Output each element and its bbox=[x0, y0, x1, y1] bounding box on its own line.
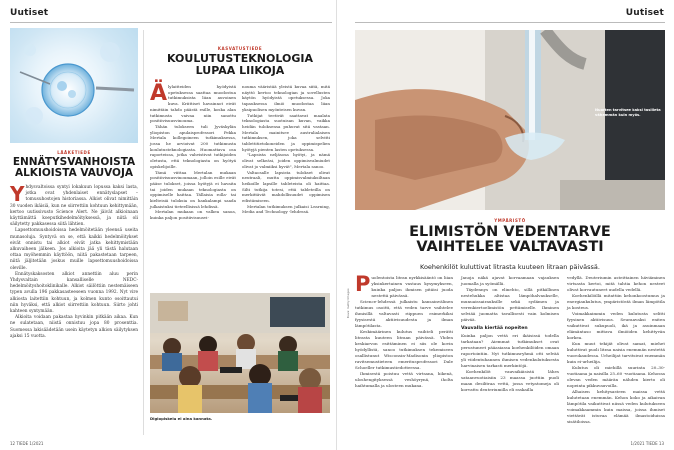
article3-para1: uolentoista litran nyrkkisääntö on liian yksinkertainen vastaus kysymykseen, kuinka paljon ihmisen pitäisi juoda nestettä päivässä. bbox=[371, 275, 453, 298]
article3-subhead: Vauvalla kiertää nopeiten bbox=[461, 326, 528, 331]
classroom-photo bbox=[150, 293, 330, 413]
article3-column1 bbox=[355, 272, 453, 389]
article3-para5: Janoja näkä ajavat korvaamaan vajauksen juomalla ja syömällä. bbox=[461, 275, 559, 286]
article1-kicker: LÄÄKETIEDE bbox=[57, 150, 91, 155]
left-folio: 12 TIEDE 1/2021 bbox=[10, 441, 44, 446]
article2-title-line2: LUPAA LIIKOJA bbox=[195, 63, 285, 77]
article2-column1 bbox=[150, 81, 236, 221]
article1-dropcap: Y bbox=[10, 182, 25, 206]
photo-caption: Nuorten tarvitsee kaksi tasilleta vähemmän kuin myös. bbox=[595, 108, 661, 117]
hand-water-photo bbox=[355, 30, 665, 210]
article2-title-line1: KOULUTUSTEKNOLOGIA bbox=[167, 52, 313, 65]
right-folio: 1/2021 TIEDE 13 bbox=[630, 441, 664, 446]
article1-para3: Ennätyskaksosten alkiot annettiin aluu perin Yhdysvaltain kansalliselle NEDC-hedelmöityshoitoklinikalle. Alkiot säilöttiin nestemäiseen typen avulla 196 pakkasasteeseen vuonna 1992. Nyt vire alkiosta laitettiin kohtuun, ja kolmen kunto osoittautui niin hyväksi, että alkiot siirrettiin kohtuun. Siirto johti kahteen syntymään. bbox=[10, 271, 138, 315]
article2-kicker: KASVATUSTIEDE bbox=[217, 46, 263, 51]
photo-credit: Kuva: Getty Images bbox=[346, 288, 350, 318]
article1-para1: hdysvaltoissa syntyi lokakuun lopussa kaksi lasta, jotka ovat yhdenlaiset ennätyslapset – tomusuhostojen historiassa. Alkiot olivat nimittäin 30 vuoden ikäisiä, kun ne siirrettiin kohtuun kehittymään, kertoo uutissivusto Science Alert. Ne jäivät alkioinaan käyttämättä koeputkihedelmöityksessä, ja niitä oli säilytetty pakkasessa siitä lähtien. bbox=[10, 185, 138, 228]
section-label: Uutiset bbox=[625, 8, 664, 18]
article3-para4: Ihmisestä poistuu vettä virtsana, hikenä, uloshengityksessä veshöyrynä, iholta haihtumalla ja ulosteen mukana. bbox=[355, 371, 453, 388]
right-page bbox=[337, 0, 674, 450]
article3-lede: Koehenkilöt kuluttivat litrasta kuuteen litraan päivässä. bbox=[420, 263, 600, 271]
article3-para11: Voimakkaimmin veden kulutusta selitti fyysinen aktiivisuus. Seuraavaksi eniten vaikuttivat sukupuoli, ikä ja asuinmaan elämäntaso mittava ilmiöiden kehittyvän korkea. bbox=[567, 311, 665, 340]
embryo-illustration bbox=[10, 28, 138, 143]
article2-para3: Tämä viittaa Mertalan mukaan positiivisuusvinoumaan, jolloin esille eivät pääse tulokset, joissa hyötyjä ei havaita tai joiden mukaan teknologiasta on oppimiselle haittaa. Tällaisia rolla- tai kielteisiä tuloksia on hankalampi saada julkaistuksi tieteellisissä lehdissä. bbox=[150, 169, 236, 209]
article3-para6: Täydennys on elinehto, sillä pitkällinen nestehukka altistaa lämpöhalvaukselle, munuaissairauksille sekä sydämen ja verenkiertoelimistön pettämiselle. Ihminen selviää juomatta tavallisesti vain kolmisen päivää. bbox=[461, 287, 559, 322]
article3-para8: Koehenkilöt vauvaikäisistä lähes sataanvuotiaisiin 23 maassa juottiin puoli maan desilitraa vettä, jossa vetyatomeja oli korvattu deuteriumilla eli raskailla bbox=[461, 369, 559, 392]
article2-para1: lylaitteiden hyödyistä opetuksessa saattaa muodostua tutkimuksista liian auvoinen kuva. Kriittiset havainnot eivät nimittäin tahdo päästä esille, koska alan tutkimusta vaivaa niin sanottu positiivisuusvinouma. bbox=[150, 84, 236, 124]
section-rule bbox=[10, 22, 332, 23]
article3-para13: Kulutus oli miehillä suurinta 20–30-vuotiaana ja naisilla 25–60 -vuotiaana. Kehossa olevan veden määrän nähden kierto oli nopeinta pikkuvauvoilla. bbox=[567, 365, 665, 388]
section-rule bbox=[355, 22, 665, 23]
article3-column2 bbox=[461, 275, 559, 393]
article2-para5: nouma vääristää yleistä kuvaa siitä, mitä näyttö kertoo teknologian ja sovellusten käytön hyödyistä opetuksessa. Joka tapauksessa ilmiö muodostaa liian yksipuolisen myönteisen kuvan. bbox=[242, 84, 330, 112]
column-separator bbox=[143, 30, 144, 435]
article3-para14: Alhaisen kehitysasteen maissa vettä kulutetaan enemmän. Kehon koko ja aikaivan lämpötila vaikuttivat niissä veden kulutukseen voimakkaammin kuin maissa, joissa ihmiset viettävät istuvaa elämää ilmastoiduissa sisätiloissa. bbox=[567, 389, 665, 424]
article3-para9: vedyllä. Deuteriumin asteittainen häviäminen virtsasta kertoi, mitä tahtia kehon nesteet olivat korvautuneet uudella vedellä. bbox=[567, 275, 665, 292]
article2-para4: Mertalan mukaan on valkea sanoa, kuinka paljon positiivisuusvi- bbox=[150, 209, 236, 221]
article1-headline bbox=[10, 157, 138, 179]
article1-title-line1: ENNÄTYSVANHOISTA bbox=[12, 156, 136, 168]
article3-para10: Koehenkilöillä mitattiin kehonkoostumus ja energiankulutus, ympäristöstä ilman lämpötila ja kosteus. bbox=[567, 293, 665, 310]
article3-para7: Kuinka paljon vettä eri ikäisissä todella tarkataan? Aiemmat tutkimukset ovat perustuneet pääasiassa koehenkilöiden omaan raportointiin. Nyt tutkimusryhmä otti selvää yli viidentuhannen ihmisen vedenkulutuksesta harvinaisen tarkasti merkintöjä. bbox=[461, 333, 559, 368]
article3-para12: Kun muut tekijät olivat samat, miehet kuluttivat puoli litraa naisia enemmän nestettä vuorokaudessa. Urheilijat tarvitsivat enemmän kuin ei-urheilija. bbox=[567, 341, 665, 364]
article3-title-line2: VAIHTELEE VALTAVASTI bbox=[416, 239, 604, 256]
article3-para2: Science-lehdessä julkaistu kansainvälinen tutkimus osoitti, että veden tarve vaihtelee ihmisillä valtavasti riippuen esimerkiksi fyysisestä aktiivisuudesta ja ilman lämpötilasta. bbox=[355, 299, 453, 328]
article3-column3 bbox=[567, 275, 665, 425]
section-label: Uutiset bbox=[10, 8, 49, 18]
article1-para2: Lapsettomuushoidoissa hedelmöitetään yleensä useita munasoluja. Syntyvä on se, että kaikki hedelmöitykset eivät onnistu tai alkiot eivät jatka kehittymistään alkuvaiheen jälkeen. Jos alkioita jää yli tästä halutaan ottaa myöhemmin käyttöön, niitä pakastetaan tarpeen, niitä jäljitetään joskus muille lapsettomuushoidoissa oleville. bbox=[10, 228, 138, 271]
article3-dropcap: P bbox=[355, 272, 371, 296]
article2-headline bbox=[150, 53, 330, 76]
article2-para9: Mertalan tutkimuksen julkaisi Learning, Media and Technology -lehdessä. bbox=[242, 203, 330, 215]
article2-dropcap: Ä bbox=[150, 81, 168, 106]
article3-kicker: YMPÄRISTÖ bbox=[494, 218, 526, 223]
article3-para3: Keskimäärinen kulutus vaihteli perätti litrasta kuuteen litraan päivässä. Yhden keskiarvon esittäminen ei siis ole kovin hyödyllistä, sanoo tutkimuksen tekemiseen osallistunut Wisconsin-Madisonin yliopiston ravitsemustieteen emeritusprofessori Dale Schoeller tutkimustiedotteessa. bbox=[355, 329, 453, 370]
classroom-caption: Digiopiskelu ei aina kannata. bbox=[150, 416, 213, 421]
article1-title-line2: ALKIOISTA VAUVOJA bbox=[14, 167, 134, 180]
article2-para8: Valtaosalle lapsista tulokset olivat neutraali, mutta oppimisvalmiuksiltaan heikoille lapsille tableteista oli haittaa. Silti tutkija totesi, että tableteilla on merkittävät mahdollisuudet oppimisen edistämiseen. bbox=[242, 169, 330, 204]
article2-column2 bbox=[242, 84, 330, 215]
article3-title-line1: ELIMISTÖN VEDENTARVE bbox=[409, 224, 611, 240]
article3-headline bbox=[355, 225, 665, 255]
article1-body bbox=[10, 182, 138, 340]
article2-para6: Tutkijat teetivät saattavat maalata teknologiasta suotuisan kuvan, vaikka heidän tuloksensa puhuvat sitä vastaan. Mertala mainitsee australialaisen tutkimuksen, joka selvitti tablettitietokoneiden ja oppimispelien hyötyjä pienten lasten opetuksessa. bbox=[242, 112, 330, 152]
article2-para7: "Lapsista neljäsosa hyötyi, ja nämä olivat selkeäsi, joiden oppimisvalmiudet olivat jo valmiiksi hyvät", Mertala sanoo. bbox=[242, 152, 330, 169]
article1-para4: Alkioita voidaan pakastaa hyvinkin pitkään aikaa. Kun ne sulatetaan, niistä onnistuu jopa 80 prosenttia. Suomessa lakisäädetään usein käytetyn alkion säilytyksen ajaksi 15 vuotta. bbox=[10, 315, 138, 339]
article2-para2: Tähän tulokseen tuli Jyväskylän yliopiston apulaisprofessori Pekka Mertala kollegoineen tutkimuksessa, jossa he arvioivat 200 tutkimusta koulutusteknologiasta. Huomattava osa raporteissa, jotka vahvistivat tutkijoiden oletusta, että teknologiasta on hyötyä opiskelijoille. bbox=[150, 123, 236, 169]
